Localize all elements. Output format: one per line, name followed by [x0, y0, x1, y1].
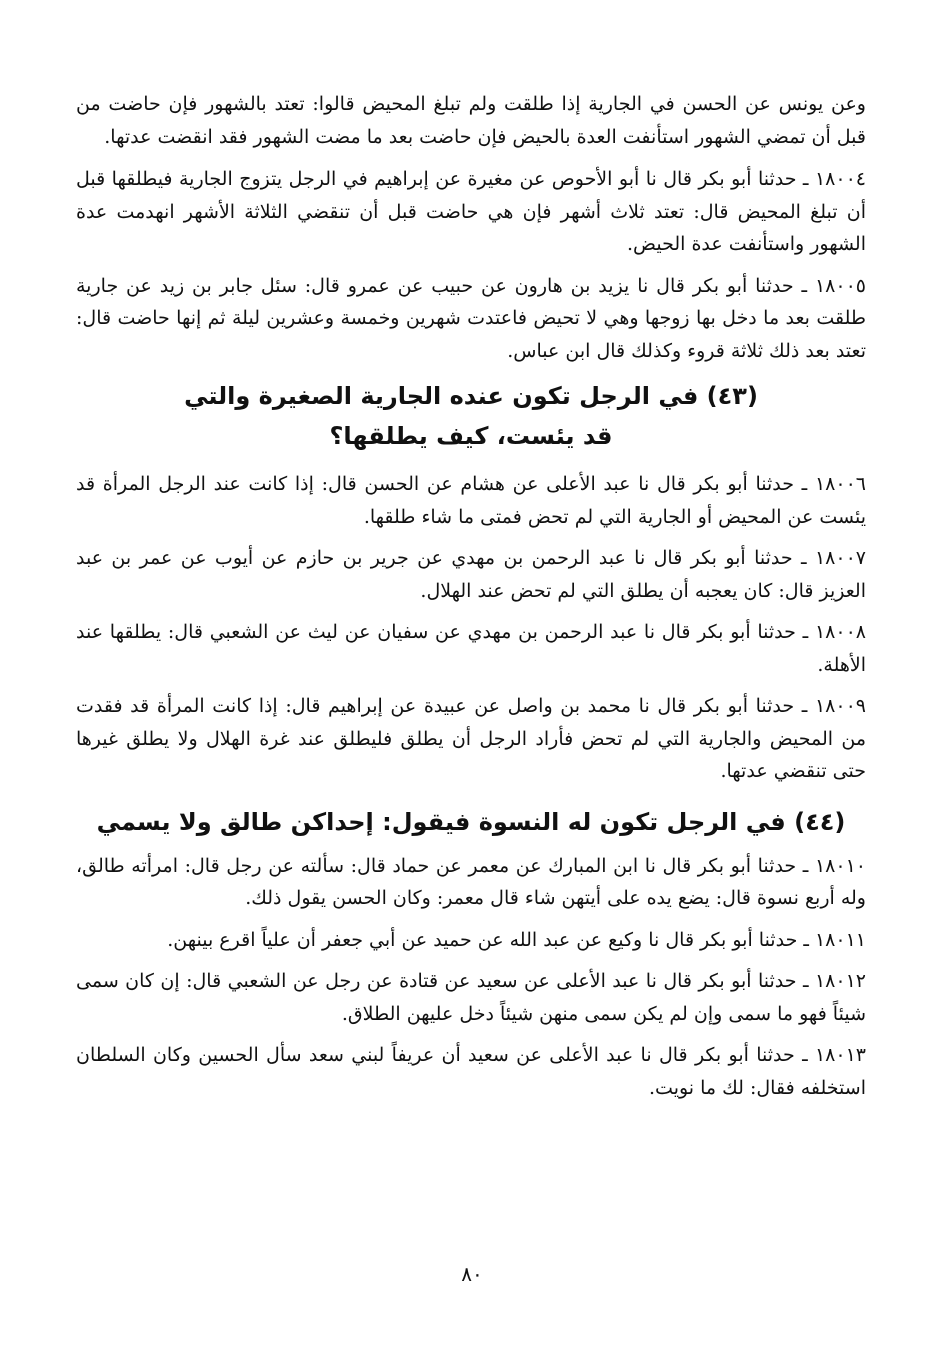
page-body: [76, 88, 866, 1113]
hadith-18008: ١٨٠٠٨ ـ حدثنا أبو بكر قال نا عبد الرحمن بن مهدي عن سفيان عن ليث عن الشعبي قال: يطلقها عند الأهلة.: [76, 621, 866, 676]
hadith-18009: ١٨٠٠٩ ـ حدثنا أبو بكر قال نا محمد بن واصل عن عبيدة عن إبراهيم قال: إذا كانت المرأة قد فقدت من المحيض والجارية التي لم تحض فأراد الرجل أن يطلق فليطلق عند غرة الهلال ولا يطلق غيرها حتى تنقضي عدتها.: [76, 695, 866, 782]
hadith-18011: ١٨٠١١ ـ حدثنا أبو بكر قال نا وكيع عن عبد الله عن حميد عن أبي جعفر أن علياً اقرع بينهن.: [167, 928, 866, 951]
hadith-18013: ١٨٠١٣ ـ حدثنا أبو بكر قال نا عبد الأعلى عن سعيد أن عريفاً لبني سعد سأل الحسين وكان السلطان استخلفه فقال: لك ما نويت.: [76, 1044, 866, 1099]
section-heading-44: (٤٤) في الرجل تكون له النسوة فيقول: إحداكن طالق ولا يسمي: [96, 807, 846, 836]
hadith-18004: ١٨٠٠٤ ـ حدثنا أبو بكر قال نا أبو الأحوص عن مغيرة عن إبراهيم في الرجل يتزوج الجارية فيطلقها قبل أن تبلغ المحيض قال: تعتد ثلاث أشهر فإن هي حاضت قبل أن تنقضي الثلاثة الأشهر انهدمت عدة الشهور واستأنفت عدة الحيض.: [76, 168, 866, 255]
page-number: ٨٠: [461, 1262, 483, 1286]
paragraph: وعن يونس عن الحسن في الجارية إذا طلقت ولم تبلغ المحيض قالوا: تعتد بالشهور فإن حاضت من قبل أن تمضي الشهور استأنفت العدة بالحيض فإن حاضت بعد ما مضت الشهور فقد انقضت عدتها.: [76, 93, 866, 148]
hadith-18005: ١٨٠٠٥ ـ حدثنا أبو بكر قال نا يزيد بن هارون عن حبيب عن عمرو قال: سئل جابر بن زيد عن جارية طلقت بعد ما دخل بها زوجها وهي لا تحيض فاعتدت شهرين وخمسة وعشرين ليلة ثم إنها حاضت قال: تعتد بعد ذلك ثلاثة قروء وكذلك قال ابن عباس.: [76, 274, 866, 362]
section-heading-43-line1: (٤٣) في الرجل تكون عنده الجارية الصغيرة والتي: [184, 382, 758, 410]
section-heading-43: [76, 376, 866, 456]
hadith-18006: ١٨٠٠٦ ـ حدثنا أبو بكر قال نا عبد الأعلى عن هشام عن الحسن قال: إذا كانت عند الرجل المرأة قد يئست عن المحيض أو الجارية التي لم تحض فمتى ما شاء طلقها.: [76, 473, 866, 528]
hadith-18012: ١٨٠١٢ ـ حدثنا أبو بكر قال نا عبد الأعلى عن سعيد عن قتادة عن رجل عن الشعبي قال: إن كان سمى شيئاً فهو ما سمى وإن لم يكن سمى منهن شيئاً دخل عليهن الطلاق.: [76, 970, 866, 1025]
section-heading-43-line2: قد يئست، كيف يطلقها؟: [329, 422, 613, 450]
hadith-18010: ١٨٠١٠ ـ حدثنا أبو بكر قال نا ابن المبارك عن معمر عن حماد قال: سألته عن رجل قال: امرأته طالق، وله أربع نسوة قال: يضع يده على أيتهن شاء قال معمر: وكان الحسن يقول ذلك.: [76, 854, 866, 909]
hadith-18007: ١٨٠٠٧ ـ حدثنا أبو بكر قال نا عبد الرحمن بن مهدي عن جرير بن حازم عن أيوب عن عمر بن عبد العزيز قال: كان يعجبه أن يطلق التي لم تحض عند الهلال.: [76, 547, 866, 602]
